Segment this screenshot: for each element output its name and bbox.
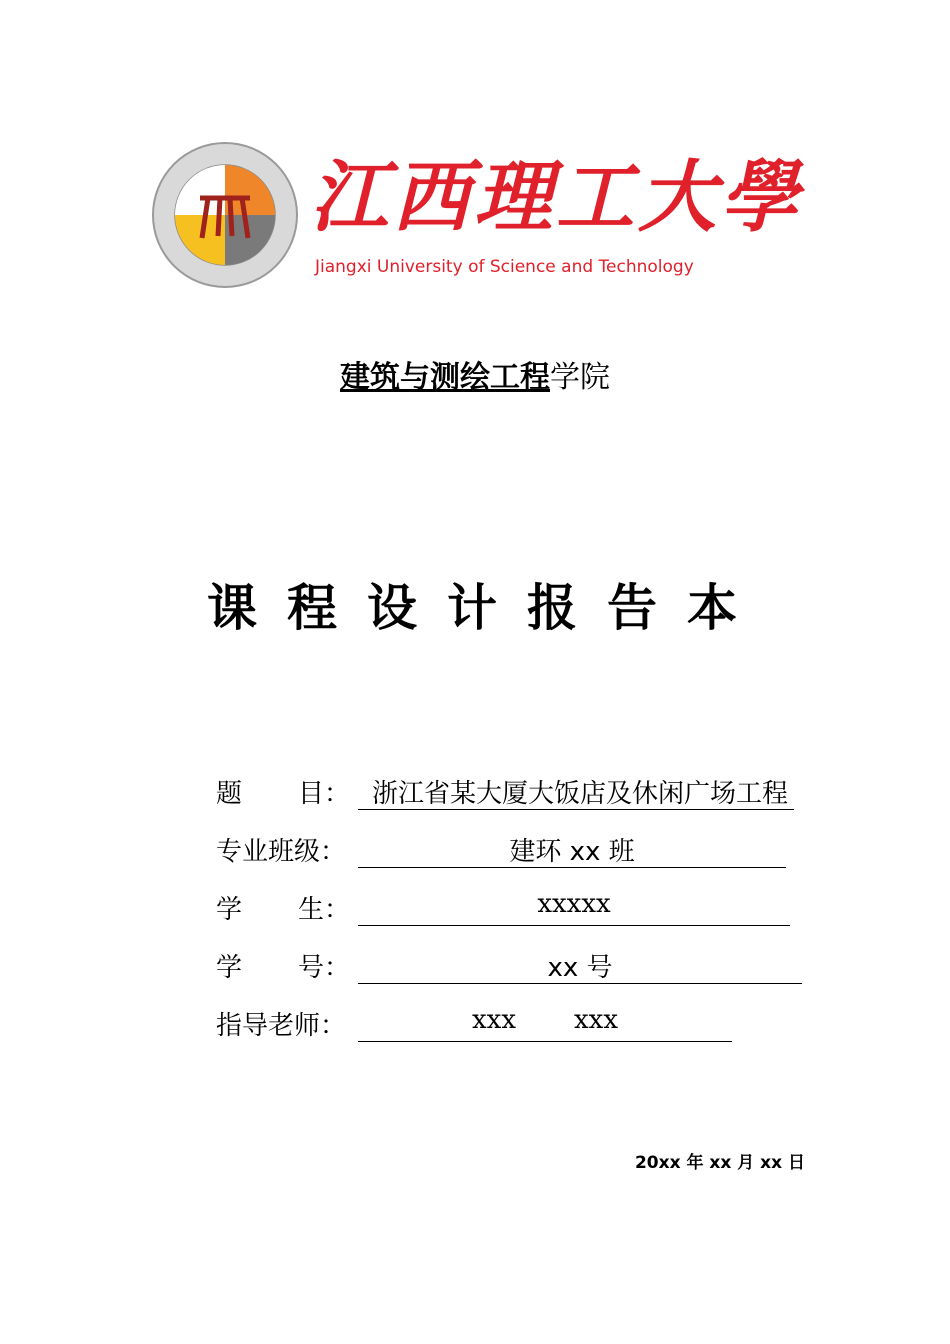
- number-label: 学 号：: [216, 953, 351, 983]
- college-name: 建筑与测绘工程: [340, 360, 550, 395]
- class-value: 建环 xx 班: [358, 831, 786, 868]
- university-name-en: Jiangxi University of Science and Technology: [315, 257, 694, 277]
- university-name-cn: 江西理工大學: [310, 152, 803, 243]
- advisor-label: 指导老师：: [216, 1011, 347, 1041]
- topic-value: 浙江省某大厦大饭店及休闲广场工程: [358, 773, 794, 810]
- topic-label: 题 目：: [216, 779, 351, 809]
- college-suffix: 学院: [550, 360, 610, 395]
- advisor-value: xxx xxx: [358, 1005, 732, 1042]
- number-value: xx 号: [358, 947, 802, 984]
- student-value: xxxxx: [358, 889, 790, 926]
- college-line: [0, 352, 950, 396]
- report-title: 课程设计报告本: [207, 578, 767, 637]
- class-label: 专业班级：: [216, 837, 347, 867]
- student-label: 学 生：: [216, 895, 351, 925]
- report-date: 20xx 年 xx 月 xx 日: [634, 1153, 805, 1173]
- university-logo: [150, 140, 810, 290]
- university-seal-icon: [150, 140, 300, 290]
